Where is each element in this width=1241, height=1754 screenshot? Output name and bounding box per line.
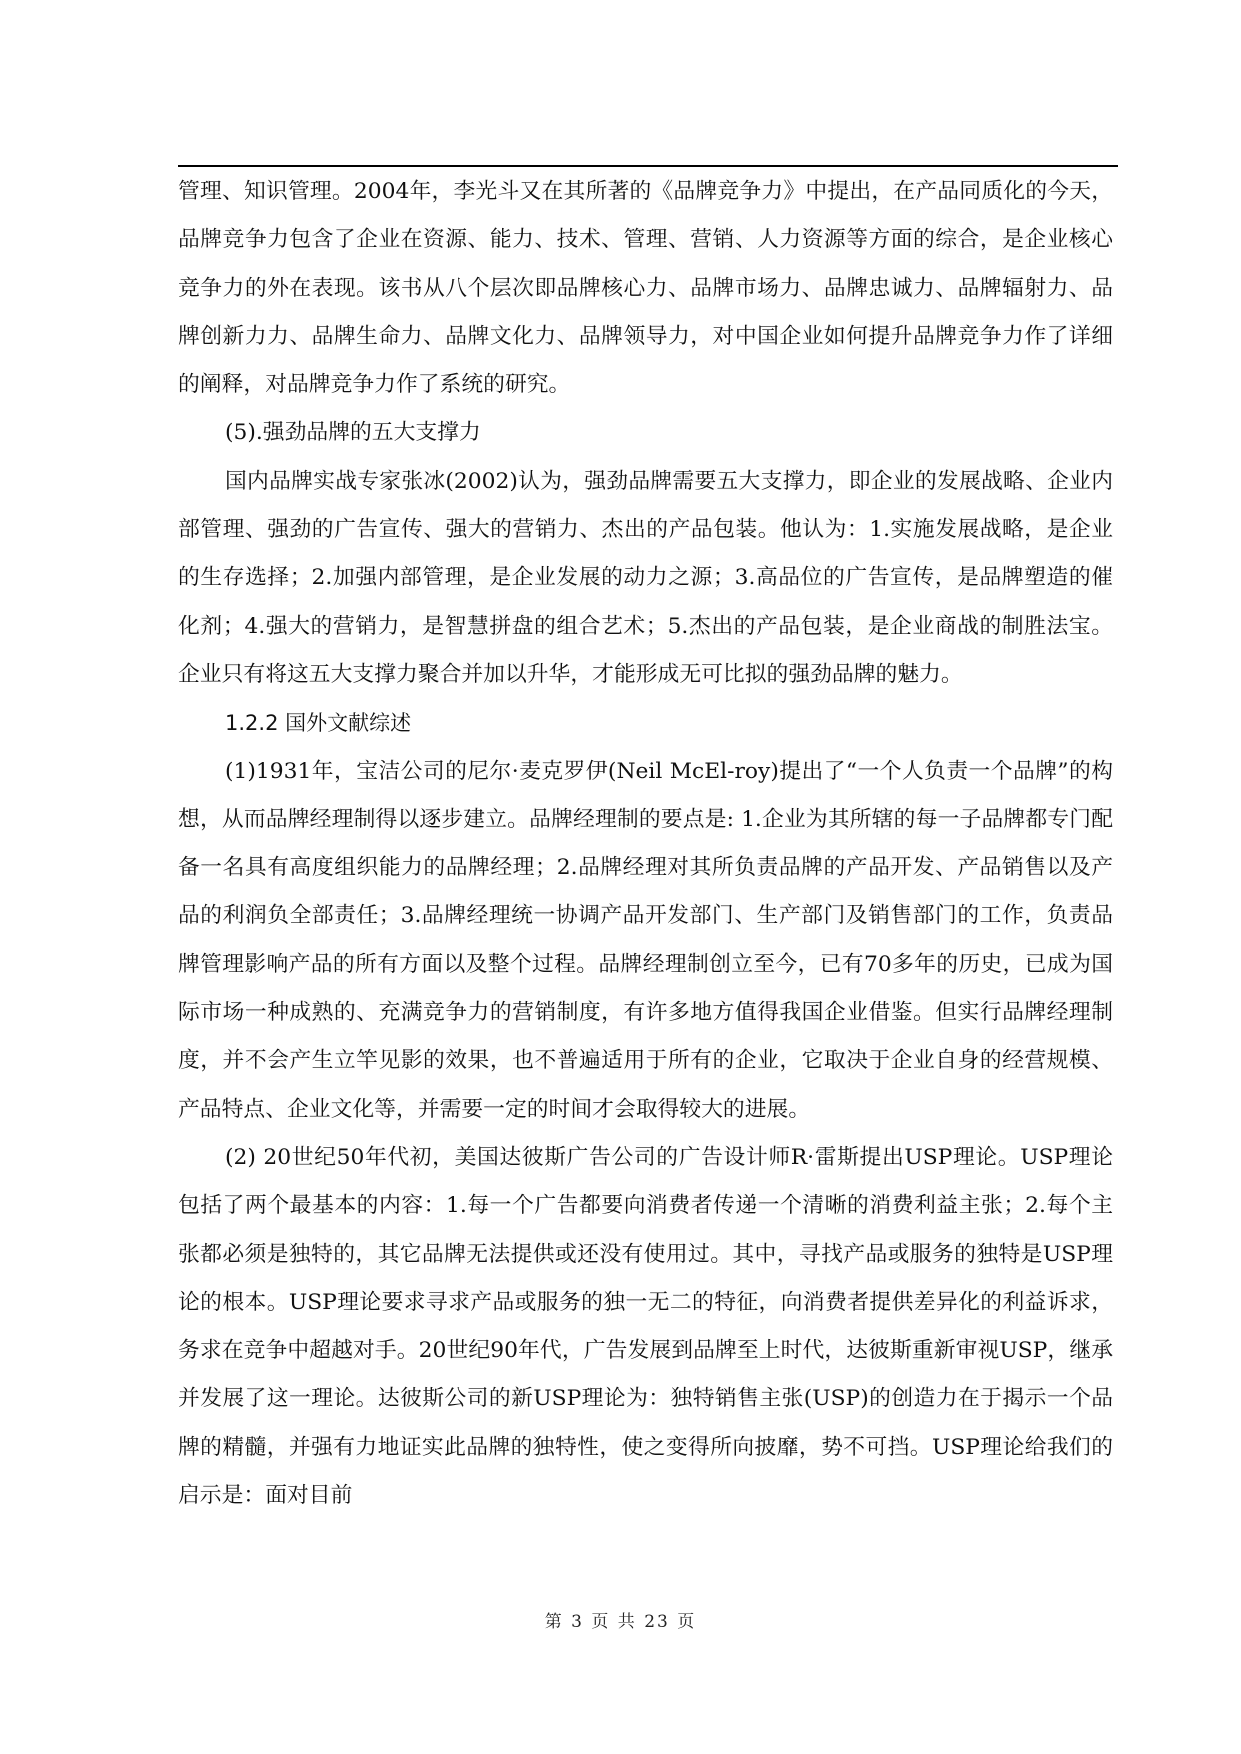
paragraph-brand-manager-system: (1)1931年，宝洁公司的尼尔·麦克罗伊(Neil McEl-roy)提出了“一个人负责一个品牌”的构想，从而品牌经理制得以逐步建立。品牌经理制的要点是: 1.企业为其所辖的每一子品牌都专门配备一名具有高度组织能力的品牌经理；2.品牌经理对其所负责品牌的产品开发、产品销售以及产品的利润负全部责任；3.品牌经理统一协调产品开发部门、生产部门及销售部门的工作，负责品牌管理影响产品的所有方面以及整个过程。品牌经理制创立至今，已有70多年的历史，已成为国际市场一种成熟的、充满竞争力的营销制度，有许多地方值得我国企业借鉴。但实行品牌经理制度，并不会产生立竿见影的效果，也不普遍适用于所有的企业，它取决于企业自身的经营规模、产品特点、企业文化等，并需要一定的时间才会取得较大的进展。 bbox=[178, 758, 1113, 1122]
page-footer: 第 3 页 共 23 页 bbox=[544, 1612, 697, 1632]
paragraph-zhang-bing: 国内品牌实战专家张冰(2002)认为，强劲品牌需要五大支撑力，即企业的发展战略、企业内部管理、强劲的广告宣传、强大的营销力、杰出的产品包装。他认为：1.实施发展战略，是企业的生存选择；2.加强内部管理，是企业发展的动力之源；3.高品位的广告宣传，是品牌塑造的催化剂；4.强大的营销力，是智慧拼盘的组合艺术；5.杰出的产品包装，是企业商战的制胜法宝。企业只有将这五大支撑力聚合并加以升华，才能形成无可比拟的强劲品牌的魅力。 bbox=[178, 468, 1113, 687]
paragraph-usp-theory: (2) 20世纪50年代初，美国达彼斯广告公司的广告设计师R·雷斯提出USP理论。USP理论包括了两个最基本的内容：1.每一个广告都要向消费者传递一个清晰的消费利益主张；2.每个主张都必须是独特的，其它品牌无法提供或还没有使用过。其中，寻找产品或服务的独特是USP理论的根本。USP理论要求寻求产品或服务的独一无二的特征，向消费者提供差异化的利益诉求，务求在竞争中超越对手。20世纪90年代，广告发展到品牌至上时代，达彼斯重新审视USP，继承并发展了这一理论。达彼斯公司的新USP理论为：独特销售主张(USP)的创造力在于揭示一个品牌的精髓，并强有力地证实此品牌的独特性，使之变得所向披靡，势不可挡。USP理论给我们的启示是：面对目前 bbox=[178, 1144, 1113, 1509]
section-heading-foreign-literature: 1.2.2 国外文献综述 bbox=[225, 711, 412, 736]
paragraph-brand-competitiveness: 管理、知识管理。2004年，李光斗又在其所著的《品牌竞争力》中提出，在产品同质化的今天，品牌竞争力包含了企业在资源、能力、技术、管理、营销、人力资源等方面的综合，是企业核心竞争力的外在表现。该书从八个层次即品牌核心力、品牌市场力、品牌忠诚力、品牌辐射力、品牌创新力力、品牌生命力、品牌文化力、品牌领导力，对中国企业如何提升品牌竞争力作了详细的阐释，对品牌竞争力作了系统的研究。 bbox=[178, 179, 1113, 398]
body-text bbox=[178, 168, 1113, 1520]
header-rule bbox=[178, 165, 1118, 167]
subheading-five-supports: (5).强劲品牌的五大支撑力 bbox=[225, 420, 481, 446]
